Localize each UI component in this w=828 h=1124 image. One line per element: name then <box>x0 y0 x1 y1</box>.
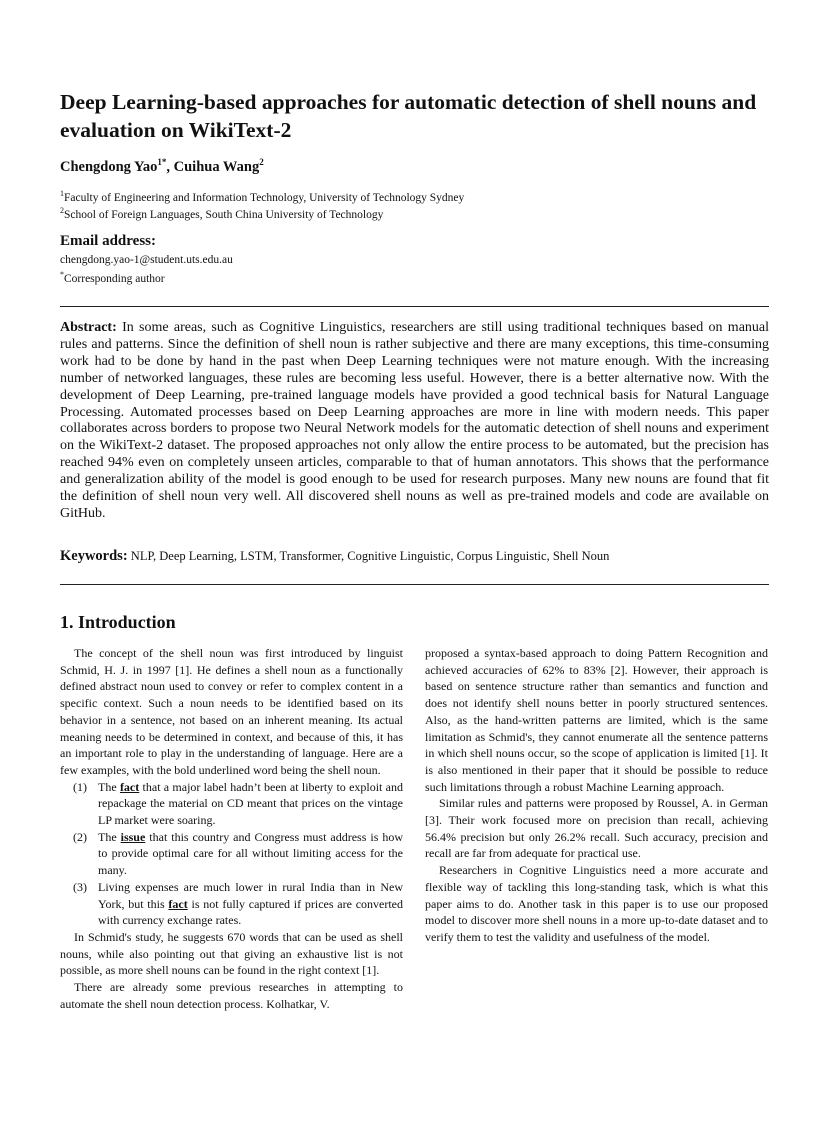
corresponding-author-note <box>60 270 165 285</box>
paragraph: The concept of the shell noun was first introduced by linguist Schmid, H. J. in 1997 [1]. He defines a shell noun as a functionally defined abstract noun used to convey or refer to complex content in a specific context. Such a noun needs to be identified based on its behavior in a sentence, not based on an inherent meaning. Its actual meaning needs to be determined in context, and because of this, it has an important role to play in the understanding of language. Here are a few examples, with the bold underlined word being the shell noun. <box>60 646 403 777</box>
keywords-label: Keywords: <box>60 548 128 564</box>
author-name: Chengdong Yao <box>60 159 158 175</box>
example-text: The <box>98 779 120 794</box>
right-column <box>425 645 768 946</box>
paragraph: Similar rules and patterns were proposed by Roussel, A. in German [3]. Their work focused more on precision than recall, achieving 56.4% precision but only 26.2% recall. Such accuracy, precision and recall are far from adequate for practical use. <box>425 796 768 861</box>
example-number: (3) <box>73 879 87 894</box>
paper-title: Deep Learning-based approaches for automatic detection of shell nouns and evaluation on WikiText-2 <box>60 90 757 142</box>
example-text: that this country and Congress must address is how to provide optimal care for all without limiting access for the many. <box>98 829 403 878</box>
example-text: is not fully captured if prices are converted with currency exchange rates. <box>98 896 404 928</box>
author-affiliation-mark: 1* <box>157 157 167 168</box>
author-affiliation-mark: 2 <box>259 157 264 168</box>
example-number: (1) <box>73 779 87 794</box>
shell-noun: fact <box>119 779 140 794</box>
affiliation-mark: 2 <box>60 206 64 216</box>
paragraph: There are already some previous researches in attempting to automate the shell noun detection process. Kolhatkar, V. <box>60 980 403 1011</box>
abstract <box>60 320 769 523</box>
author-separator: , <box>166 159 174 175</box>
example-text: The <box>98 829 121 844</box>
corresponding-mark: * <box>60 270 64 280</box>
section-heading: 1. Introduction <box>60 612 176 632</box>
example-item <box>60 779 403 829</box>
email-address: chengdong.yao-1@student.uts.edu.au <box>60 254 233 266</box>
email-heading: Email address: <box>60 233 156 249</box>
paragraph: proposed a syntax-based approach to doing Pattern Recognition and achieved accuracies of 62% to 83% [2]. However, their approach is based on sentence structure rather than semantics and function and does not identify shell nouns better in poorly structured sentences. Also, as the hand-written patterns are limited, which is the same limitation as Schmid's, they cannot enumerate all the sentence patterns in which shell nouns occur, so the scope of application is limited [1]. It is also mentioned in their paper that it should be possible to reduce such limitations through a robust Machine Learning approach. <box>425 646 768 794</box>
example-item <box>60 829 403 879</box>
abstract-text: In some areas, such as Cognitive Linguistics, researchers are still using traditional techniques based on manual rules and patterns. Since the definition of shell noun is rather subjective and there are many exceptions, this time-consuming work had to be done by hand in the past when Deep Learning techniques were not mature enough. With the increasing number of networked languages, these rules are becoming less useful. However, there is a better alternative now. With the development of Deep Learning, pre-trained language models have provided a good technical basis for Natural Language Processing. Automated processes based on Deep Learning approaches are more in line with modern needs. This paper collaborates across borders to propose two Neural Network models for the automatic detection of shell nouns and experiment on the WikiText-2 dataset. The proposed approaches not only allow the entire process to be automated, but the precision has reached 94% even on completely unseen articles, comparable to that of human annotators. This shows that the performance and generalization ability of the model is good enough to be used for research purposes. Many new nouns are found that fit the definition of shell noun very well. All discovered shell nouns as well as pre-trained models and code are available on GitHub. <box>60 320 770 521</box>
example-text: Living expenses are much lower in rural India than in New York, but this <box>98 879 403 911</box>
paragraph: In Schmid's study, he suggests 670 words that can be used as shell nouns, while also pointing out that giving an exhaustive list is not possible, as more shell nouns can be found in the right context [1]. <box>60 929 403 978</box>
corresponding-text: Corresponding author <box>64 273 165 285</box>
affiliation-text: School of Foreign Languages, South China University of Technology <box>64 209 384 221</box>
author-line <box>60 159 264 176</box>
author-name: Cuihua Wang <box>173 159 260 175</box>
shell-noun: issue <box>120 829 146 844</box>
example-item <box>60 879 403 929</box>
affiliation <box>60 206 384 221</box>
left-column <box>60 645 403 1012</box>
affiliation-mark: 1 <box>60 189 64 199</box>
keywords <box>60 548 769 565</box>
example-number: (2) <box>73 829 87 844</box>
abstract-label: Abstract: <box>60 320 117 335</box>
keywords-text: NLP, Deep Learning, LSTM, Transformer, Cognitive Linguistic, Corpus Linguistic, Shell Noun <box>130 549 610 563</box>
shell-noun: fact <box>168 896 188 911</box>
horizontal-rule <box>60 584 769 585</box>
affiliation <box>60 189 465 204</box>
affiliation-text: Faculty of Engineering and Information Technology, University of Technology Sydney <box>64 192 465 204</box>
horizontal-rule <box>60 306 769 307</box>
paragraph: Researchers in Cognitive Linguistics need a more accurate and flexible way of tackling this long-standing task, which is what this paper aims to do. Another task in this paper is to use our proposed model to discover more shell nouns in a more up-to-date dataset and to verify them to test the validity and usefulness of the model. <box>425 863 768 944</box>
example-text: that a major label hadn’t been at liberty to exploit and repackage the material on CD meant that prices on the vintage LP market were soaring. <box>98 779 403 828</box>
